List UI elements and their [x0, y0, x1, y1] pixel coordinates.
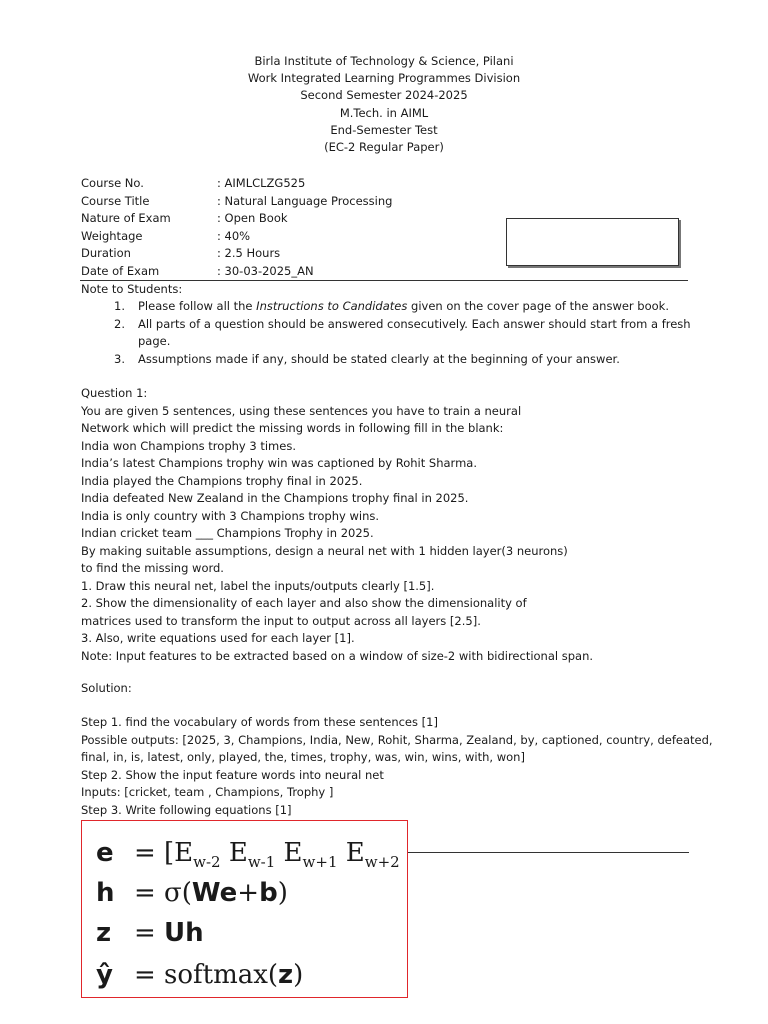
question-section [81, 385, 593, 665]
question-line: 3. Also, write equations used for each layer [1]. [81, 631, 355, 645]
question-line: Network which will predict the missing words in following fill in the blank: [81, 421, 504, 435]
equals-sign: = [134, 838, 156, 868]
question-line: India defeated New Zealand in the Champions trophy final in 2025. [81, 491, 469, 505]
question-line: India played the Champions trophy final in 2025. [81, 473, 363, 488]
question-line: India is only country with 3 Champions trophy wins. [81, 508, 380, 523]
note-number: 1. [114, 299, 125, 313]
question-line: By making suitable assumptions, design a neural net with 1 hidden layer(3 neurons) [81, 543, 568, 558]
solution-line: Step 3. Write following equations [1] [81, 802, 292, 817]
info-value: : 30-03-2025_AN [217, 263, 314, 278]
paper-type: (EC-2 Regular Paper) [324, 140, 444, 155]
note-text: Please follow all the Instructions to Candidates given on the cover page of the answer book. [138, 299, 669, 313]
info-label: Nature of Exam [81, 211, 171, 225]
question-title: Question 1: [81, 386, 148, 400]
info-label: Weightage [81, 228, 143, 243]
info-label: Duration [81, 246, 131, 260]
equals-sign: = [134, 878, 156, 908]
semester: Second Semester 2024-2025 [300, 88, 468, 103]
question-line: You are given 5 sentences, using these sentences you have to train a neural [81, 403, 522, 418]
equation-lhs: e [96, 838, 114, 868]
exam-type: End-Semester Test [330, 122, 438, 137]
note-item [81, 316, 721, 351]
equation-rhs: Uh [164, 918, 204, 948]
note-number: 2. [114, 316, 125, 331]
question-line: to find the missing word. [81, 561, 224, 575]
solution-line: Inputs: [cricket, team , Champions, Trophy ] [81, 785, 334, 799]
info-value: : 2.5 Hours [217, 246, 281, 260]
question-line: Note: Input features to be extracted based on a window of size-2 with bidirectional span. [81, 648, 594, 663]
note-item [81, 351, 768, 369]
exam-header [0, 53, 768, 156]
equation-lhs: ŷ [96, 960, 113, 990]
question-line: matrices used to transform the input to output across all layers [2.5]. [81, 613, 481, 628]
question-line: Indian cricket team ___ Champions Trophy in 2025. [81, 526, 374, 540]
division-name: Work Integrated Learning Programmes Division [247, 71, 521, 86]
question-line: India won Champions trophy 3 times. [81, 438, 296, 453]
equals-sign: = [134, 918, 156, 948]
equation-rhs: [$E_{w-2}$ $E_{w-1}$ $E_{w+1}$ $E_{w+2}$ [164, 838, 400, 871]
info-value: : 40% [217, 228, 251, 243]
equation-lhs: h [96, 878, 115, 908]
info-value: : Natural Language Processing [217, 193, 393, 208]
solution-title: Solution: [81, 681, 132, 695]
solution-section [81, 714, 713, 819]
info-label: Course No. [81, 176, 144, 190]
info-value: : Open Book [217, 211, 288, 225]
equation-rhs: softmax(z) [164, 960, 304, 990]
note-number: 3. [114, 351, 125, 366]
info-value: : AIMLCLZG525 [217, 176, 306, 190]
marks-box [506, 218, 679, 266]
note-list [81, 298, 768, 368]
note-heading: Note to Students: [81, 282, 183, 296]
solution-line: Step 2. Show the input feature words into neural net [81, 767, 384, 782]
equations-box [81, 820, 408, 998]
question-line: 1. Draw this neural net, label the inputs/outputs clearly [1.5]. [81, 578, 435, 593]
note-text: All parts of a question should be answered consecutively. Each answer should start from a fresh page. [138, 316, 691, 348]
question-line: India’s latest Champions trophy win was captioned by Rohit Sharma. [81, 456, 477, 470]
info-label: Course Title [81, 193, 150, 208]
solution-line: final, in, is, latest, only, played, the, times, trophy, was, win, wins, with, won] [81, 750, 525, 764]
equation-rhs: σ(We+b) [164, 878, 288, 908]
program: M.Tech. in AIML [339, 105, 429, 120]
note-text: Assumptions made if any, should be stated clearly at the beginning of your answer. [138, 351, 620, 366]
equals-sign: = [134, 960, 156, 990]
equation-rule [408, 852, 689, 853]
solution-line: Step 1. find the vocabulary of words from these sentences [1] [81, 715, 438, 729]
equation-lhs: z [96, 918, 112, 948]
note-item [81, 298, 768, 316]
institute-name: Birla Institute of Technology & Science, Pilani [254, 54, 514, 68]
info-label: Date of Exam [81, 263, 160, 278]
question-line: 2. Show the dimensionality of each layer and also show the dimensionality of [81, 596, 527, 610]
solution-line: Possible outputs: [2025, 3, Champions, India, New, Rohit, Sharma, Zealand, by, captioned, country, defeated, [81, 732, 713, 747]
